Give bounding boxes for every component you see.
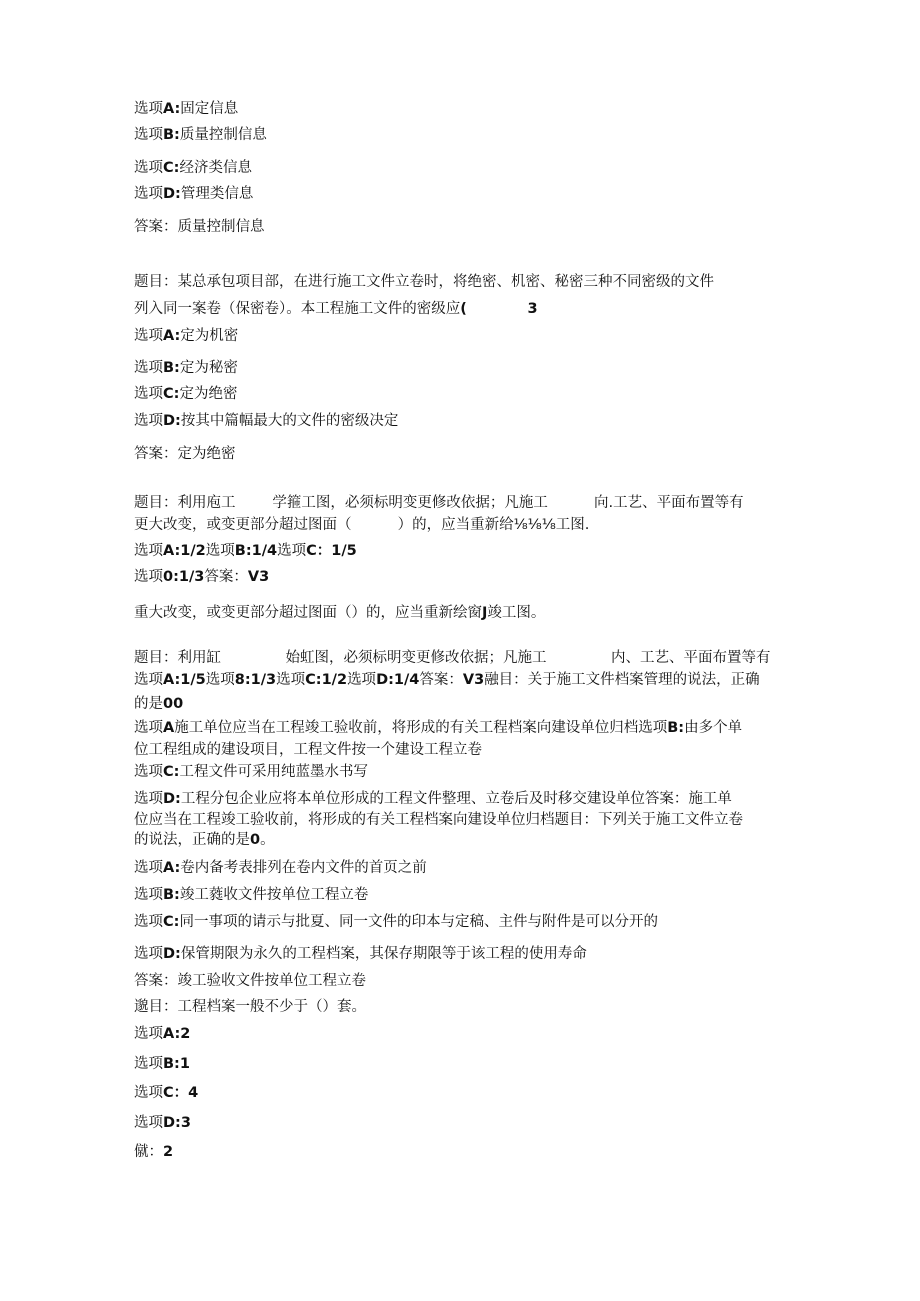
answer-line: 答案：定为绝密	[134, 446, 236, 462]
text-line: 重大改变，或变更部分超过图面（）的，应当重新绘窗J竣工图。	[134, 605, 546, 621]
option-line: 选项B:质量控制信息	[134, 127, 267, 143]
option-line: 选项A:卷内备考表排列在卷内文件的首页之前	[134, 860, 427, 876]
question-line: 邈目：工程档案一般不少于（）套。	[134, 999, 366, 1015]
option-line: 选项A:1/2选项B:1/4选项C：1/5	[134, 543, 357, 559]
option-line: 选项0:1/3答案：V3	[134, 569, 270, 585]
question-line: 的说法，正确的是0。	[134, 832, 275, 848]
option-line: 选项C:经济类信息	[134, 160, 252, 176]
option-line: 选项D:管理类信息	[134, 186, 254, 202]
option-line: 选项D:保管期限为永久的工程档案，其保存期限等于该工程的使用寿命	[134, 946, 587, 962]
option-line: 选项D:按其中篇幅最大的文件的密级决定	[134, 413, 399, 429]
question-line: 列入同一案卷（保密卷）。本工程施工文件的密级应( 3	[134, 301, 538, 317]
option-line: 选项C:定为绝密	[134, 386, 238, 402]
option-line: 选项A施工单位应当在工程竣工验收前，将形成的有关工程档案向建设单位归档选项B:由多个单	[134, 720, 743, 736]
option-line: 选项A:定为机密	[134, 328, 239, 344]
option-line: 选项C：4	[134, 1085, 199, 1101]
option-line: 选项C:工程文件可采用纯蓝墨水书写	[134, 764, 368, 780]
answer-line: 僦：2	[134, 1144, 174, 1160]
answer-line: 答案：竣工验收文件按单位工程立卷	[134, 973, 366, 989]
question-line: 的是00	[134, 696, 184, 712]
option-line: 选项B:竣工蕤收文件按单位工程立卷	[134, 887, 369, 903]
question-line: 题目：利用庖工 学箍工图，必须标明变更修改依据；凡施工 向.工艺、平面布置等有	[134, 495, 744, 511]
question-line: 更大改变，或变更部分超过图面（ ）的，应当重新给⅛⅛⅛工图.	[134, 517, 590, 533]
option-line: 选项B:1	[134, 1056, 190, 1072]
option-line: 选项B:定为秘密	[134, 360, 238, 376]
option-line: 选项C:同一事项的请示与批夏、同一文件的印本与定稿、主件与附件是可以分开的	[134, 914, 658, 930]
option-line: 选项A:2	[134, 1026, 191, 1042]
option-line: 选项A:1/5选项8:1/3选项C:1/2选项D:1/4答案：V3融目：关于施工文件档案管理的说法，正确	[134, 672, 760, 688]
question-line: 题目：某总承包项目部，在进行施工文件立卷时，将绝密、机密、秘密三种不同密级的文件	[134, 274, 714, 290]
option-line: 位工程组成的建设项目，工程文件按一个建设工程立卷	[134, 742, 482, 758]
option-line: 选项D:工程分包企业应将本单位形成的工程文件整理、立卷后及时移交建设单位答案：施工单	[134, 791, 732, 807]
option-line: 选项D:3	[134, 1115, 191, 1131]
answer-line: 答案：质量控制信息	[134, 219, 265, 235]
question-line: 题目：利用缸 始虹图，必须标明变更修改依据；凡施工 内、工艺、平面布置等有	[134, 650, 771, 666]
question-line: 位应当在工程竣工验收前，将形成的有关工程档案向建设单位归档题目：下列关于施工文件立卷	[134, 812, 743, 828]
option-line: 选项A:固定信息	[134, 101, 239, 117]
